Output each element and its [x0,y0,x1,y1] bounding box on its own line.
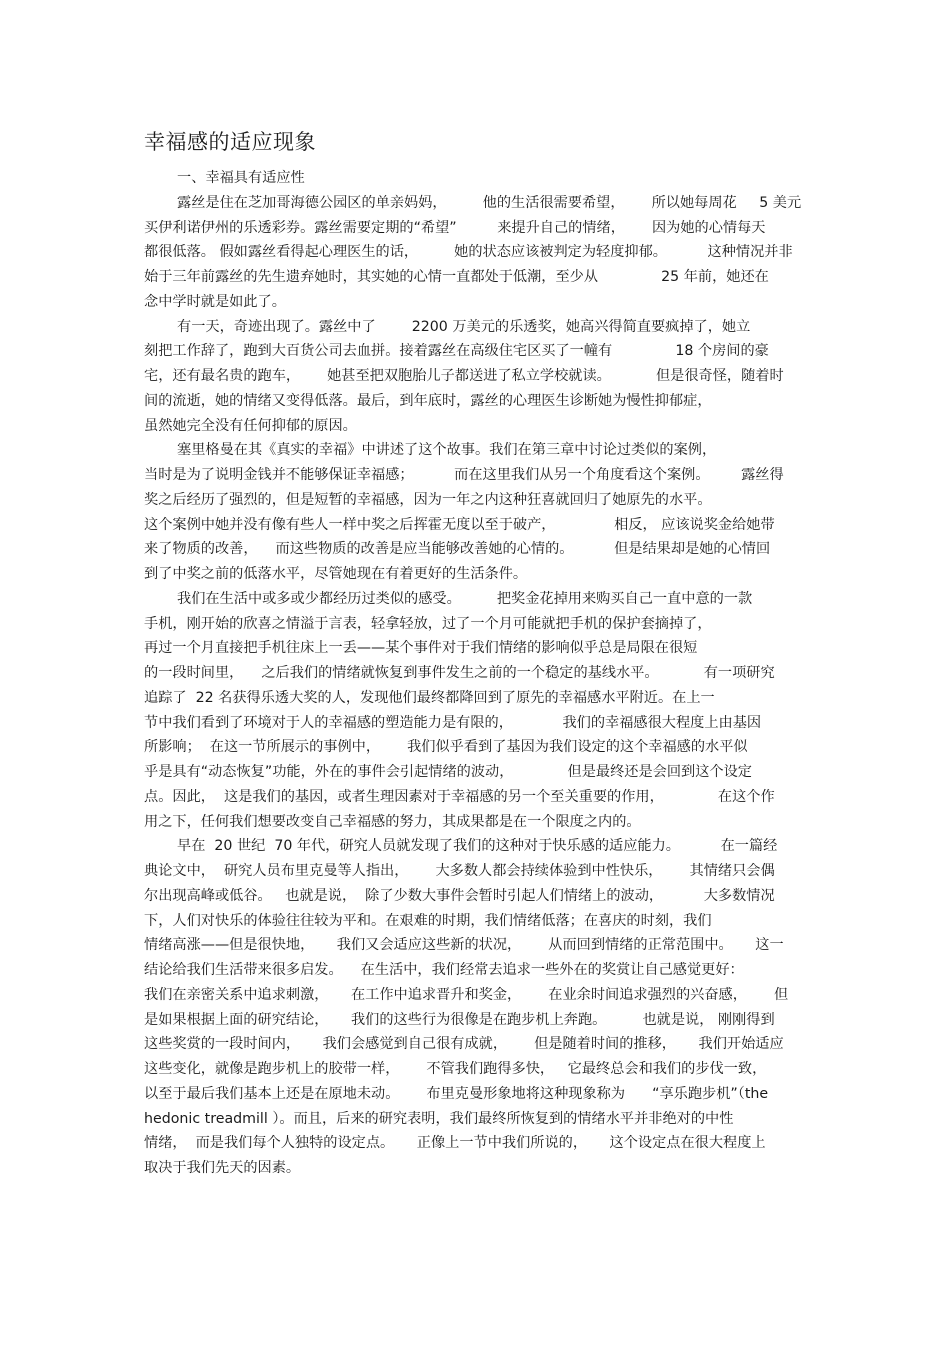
paragraph-line: 宅，还有最名贵的跑车， 她甚至把双胞胎儿子都送进了私立学校就读。 但是很奇怪，随着时 [144,368,784,384]
paragraph-line: 典论文中， 研究人员布里克曼等人指出， 大多数人都会持续体验到中性快乐， 其情绪只会偶 [144,863,775,879]
paragraph-line: 当时是为了说明金钱并不能够保证幸福感； 而在这里我们从另一个角度看这个案例。 露丝得 [144,467,784,483]
paragraph-line: 点。因此， 这是我们的基因，或者生理因素对于幸福感的另一个至关重要的作用， 在这个作 [144,788,775,805]
paragraph-line: 追踪了 22 名获得乐透大奖的人，发现他们最终都降回到了原先的幸福感水平附近。在上一 [144,689,715,706]
document-title: 幸福感的适应现象 [144,130,316,154]
paragraph-line: 手机，刚开始的欣喜之情溢于言表，轻拿轻放，过了一个月可能就把手机的保护套摘掉了， [144,615,712,632]
paragraph-line: 露丝是住在芝加哥海德公园区的单亲妈妈， 他的生活很需要希望， 所以她每周花 5 美元 [177,194,802,211]
paragraph-line: 以至于最后我们基本上还是在原地未动。 布里克曼形象地将这种现象称为 “享乐跑步机”（the [144,1085,769,1102]
paragraph-line: 塞里格曼在其《真实的幸福》中讲述了这个故事。我们在第三章中讨论过类似的案例， [177,442,717,459]
paragraph-line: 这些奖赏的一段时间内， 我们会感觉到自己很有成就， 但是随着时间的推移， 我们开始适应 [144,1036,784,1053]
paragraph-line: 取决于我们先天的因素。 [144,1160,301,1176]
paragraph-line: 用之下，任何我们想要改变自己幸福感的努力，其成果都是在一个限度之内的。 [144,813,641,830]
paragraph-line: 所影响； 在这一节所展示的事例中， 我们似乎看到了基因为我们设定的这个幸福感的水平似 [144,739,748,756]
paragraph-line: 节中我们看到了环境对于人的幸福感的塑造能力是有限的， 我们的幸福感很大程度上由基因 [144,714,762,731]
paragraph-line: 刻把工作辞了，跑到大百货公司去血拼。接着露丝在高级住宅区买了一幢有 18 个房间的豪 [144,343,769,360]
paragraph-line: 买伊利诺伊州的乐透彩券。露丝需要定期的“希望” 来提升自己的情绪， 因为她的心情每天 [144,219,766,236]
section-heading: 一、幸福具有适应性 [177,170,305,186]
paragraph-line: 念中学时就是如此了。 [144,293,286,310]
paragraph-line: 都很低落。 假如露丝看得起心理医生的话， 她的状态应该被判定为轻度抑郁。 这种情况并非 [144,244,793,261]
paragraph-line: 间的流逝，她的情绪又变得低落。最后，到年底时，露丝的心理医生诊断她为慢性抑郁症， [144,392,712,409]
paragraph-line: 再过一个月直接把手机往床上一丢——某个事件对于我们情绪的影响似乎总是局限在很短 [144,640,698,657]
paragraph-line: 我们在亲密关系中追求刺激， 在工作中追求晋升和奖金， 在业余时间追求强烈的兴奋感， 但 [144,986,789,1003]
paragraph-line: 结论给我们生活带来很多启发。 在生活中，我们经常去追求一些外在的奖赏让自己感觉更好： [144,962,744,978]
paragraph-line: 我们在生活中或多或少都经历过类似的感受。 把奖金花掉用来购买自己一直中意的一款 [177,590,753,607]
paragraph-line: 到了中奖之前的低落水平，尽管她现在有着更好的生活条件。 [144,566,528,582]
paragraph-line: 这个案例中她并没有像有些人一样中奖之后挥霍无度以至于破产， 相反， 应该说奖金给她带 [144,516,775,533]
paragraph-line: 是如果根据上面的研究结论， 我们的这些行为很像是在跑步机上奔跑。 也就是说， 刚刚得到 [144,1011,775,1028]
paragraph-line: 乎是具有“动态恢复”功能，外在的事件会引起情绪的波动， 但是最终还是会回到这个设定 [144,764,752,780]
paragraph-line: 这些变化，就像是跑步机上的胶带一样， 不管我们跑得多快， 它最终总会和我们的步伐一致， [144,1061,767,1077]
paragraph-line: 来了物质的改善， 而这些物质的改善是应当能够改善她的心情的。 但是结果却是她的心情回 [144,541,771,558]
paragraph-line: 有一天，奇迹出现了。露丝中了 2200 万美元的乐透奖，她高兴得简直要疯掉了，她立 [177,318,751,335]
paragraph-line: 下，人们对快乐的体验往往较为平和。在艰难的时期，我们情绪低落；在喜庆的时刻，我们 [144,912,712,929]
paragraph-line: 奖之后经历了强烈的，但是短暂的幸福感，因为一年之内这种狂喜就回归了她原先的水平。 [144,491,712,508]
paragraph-line: 始于三年前露丝的先生遗弃她时，其实她的心情一直都处于低潮，至少从 25 年前，她还在 [144,269,769,285]
paragraph-line: 情绪高涨——但是很快地， 我们又会适应这些新的状况， 从而回到情绪的正常范围中。 这一 [144,937,784,954]
paragraph-line: 虽然她完全没有任何抑郁的原因。 [144,417,357,434]
paragraph-line: 情绪， 而是我们每个人独特的设定点。 正像上一节中我们所说的， 这个设定点在很大程度上 [144,1135,766,1152]
paragraph-line: 尔出现高峰或低谷。 也就是说， 除了少数大事件会暂时引起人们情绪上的波动， 大多数情况 [144,887,775,904]
paragraph-line: 早在 20 世纪 70 年代，研究人员就发现了我们的这种对于快乐感的适应能力。 在一篇经 [177,838,778,855]
paragraph-line: hedonic treadmill ）。而且，后来的研究表明，我们最终所恢复到的情绪水平并非绝对的中性 [144,1110,734,1127]
paragraph-line: 的一段时间里， 之后我们的情绪就恢复到事件发生之前的一个稳定的基线水平。 有一项研究 [144,665,775,681]
